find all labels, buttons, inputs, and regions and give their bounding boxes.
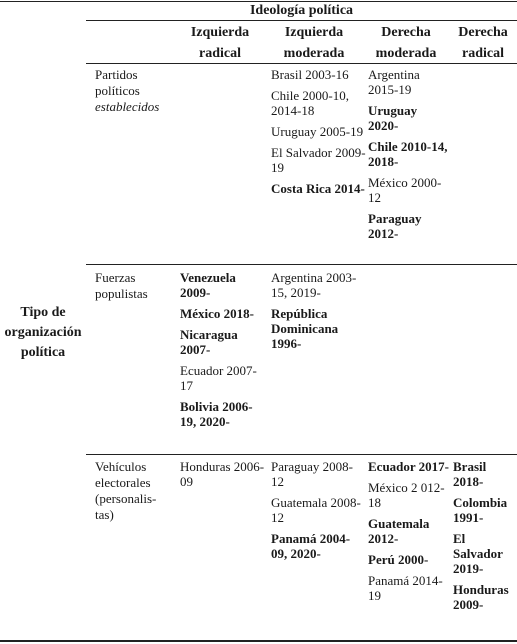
column-header-izquierda-moderada: Izquierda moderada	[283, 25, 345, 61]
entry: Colombia 1991-	[453, 495, 508, 525]
entry: Paraguay 2012-	[368, 211, 422, 241]
entry: Guatemala 2012-	[368, 516, 430, 546]
entry: Honduras 2006-09	[180, 459, 265, 489]
entry: Venezuela 2009-	[180, 270, 236, 300]
entry: Chile 2000-10, 2014-18	[271, 88, 349, 118]
entry: México 2000-12	[368, 175, 442, 205]
cell-r2-izq-moderada	[271, 270, 361, 357]
category-partidos	[95, 67, 175, 115]
entry: Chile 2010-14, 2018-	[368, 139, 448, 169]
category-populistas: Fuerzas populistas	[95, 270, 148, 301]
category-partidos-italic: establecidos	[95, 99, 160, 114]
column-header-derecha-radical: Derecha radical	[458, 25, 508, 61]
entry: Honduras 2009-	[453, 582, 509, 612]
column-header-izquierda-radical: Izquierda radical	[190, 25, 250, 61]
entry: México 2 012-18	[368, 480, 445, 510]
entry: Costa Rica 2014-	[271, 181, 365, 196]
entry: Paraguay 2008-12	[271, 459, 353, 489]
cell-r3-der-radical	[453, 459, 515, 618]
entry: México 2018-	[180, 306, 255, 321]
ideology-header: Ideología política	[249, 3, 354, 18]
column-header-derecha-moderada: Derecha moderada	[375, 25, 437, 61]
entry: Brasil 2003-16	[271, 67, 349, 82]
bottom-rule	[0, 640, 517, 642]
cell-r3-der-moderada	[368, 459, 450, 609]
entry: Argentina 2015-19	[368, 67, 420, 97]
entry: Guatemala 2008-12	[271, 495, 361, 525]
top-rule	[0, 1, 517, 2]
entry: El Salvador 2009-19	[271, 145, 366, 175]
row-header: Tipo de organización política	[4, 305, 82, 360]
entry: Nicaragua 2007-	[180, 327, 238, 357]
cell-r3-izq-moderada	[271, 459, 361, 567]
entry: Bolivia 2006-19, 2020-	[180, 399, 253, 429]
category-partidos-label: Partidos políticos	[95, 67, 140, 98]
cell-r1-izq-moderada	[271, 67, 366, 202]
category-vehiculos: Vehículos electorales (personalis-tas)	[95, 459, 157, 522]
entry: República Dominicana 1996-	[271, 306, 339, 351]
ideology-rule	[86, 20, 517, 21]
entry: Panamá 2004-09, 2020-	[271, 531, 351, 561]
entry: Uruguay 2005-19	[271, 124, 364, 139]
row-rule-2	[86, 454, 517, 455]
entry: Ecuador 2007-17	[180, 363, 257, 393]
row-rule-1	[86, 264, 517, 265]
entry: Brasil 2018-	[453, 459, 487, 489]
entry: Panamá 2014-19	[368, 573, 443, 603]
entry: El Salvador 2019-	[453, 531, 503, 576]
cell-r3-izq-radical	[180, 459, 266, 495]
cell-r1-der-moderada	[368, 67, 450, 247]
entry: Uruguay 2020-	[368, 103, 418, 133]
entry: Ecuador 2017-	[368, 459, 450, 474]
entry: Perú 2000-	[368, 552, 429, 567]
cell-r2-izq-radical	[180, 270, 266, 435]
entry: Argentina 2003-15, 2019-	[271, 270, 357, 300]
